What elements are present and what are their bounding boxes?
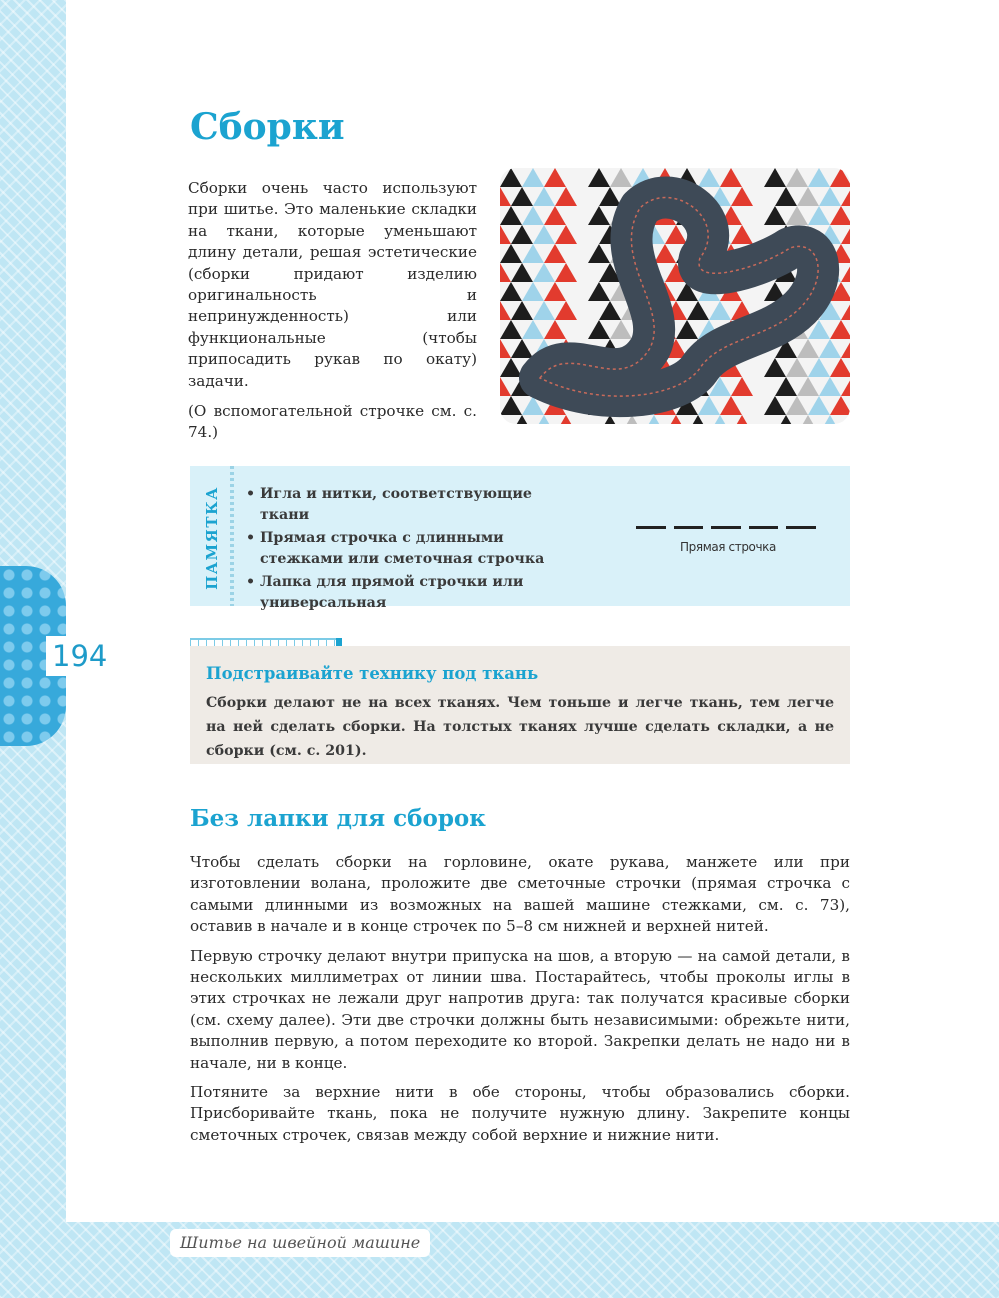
gathered-fabric-photo	[500, 168, 850, 424]
footer-book-title: Шитье на швейной машине	[170, 1229, 430, 1257]
intro-text	[188, 178, 477, 453]
memo-label	[200, 488, 224, 588]
section-body	[190, 852, 850, 1154]
memo-divider	[230, 466, 234, 606]
stitch-dash	[711, 526, 741, 529]
memo-item: • Игла и нитки, соответствующие ткани	[244, 484, 584, 526]
memo-label-text: ПАМЯТКА	[203, 486, 221, 590]
memo-item: • Лапка для прямой строчки или универсальная	[244, 572, 584, 614]
memo-box	[190, 466, 850, 611]
section-paragraph: Чтобы сделать сборки на горловине, окате рукава, манжете или при изготовлении волана, проложите две сметочные строчки (прямая строчка с самыми длинными из возможных на вашей машине стежками, см. с. 73), оставив в начале и в конце строчек по 5–8 см нижней и верхней нитей.	[190, 853, 850, 936]
stitch-dash	[674, 526, 704, 529]
intro-paragraph: (О вспомогательной строчке см. с. 74.)	[188, 402, 477, 442]
section-title: Без лапки для сборок	[190, 805, 486, 832]
section-paragraph: Первую строчку делают внутри припуска на шов, а вторую — на самой детали, в нескольких миллиметрах от линии шва. Постарайтесь, чтобы проколы иглы в этих строчках не лежали друг напротив друга: так получатся красивые сборки (см. схему далее). Эти две строчки должны быть независимыми: обрежьте нити, выполнив первую, а потом переходите ко второй. Закрепки делать не надо ни в начале, ни в конце.	[190, 946, 850, 1072]
tip-title: Подстраивайте технику под ткань	[206, 664, 539, 683]
page-number: 194	[46, 636, 112, 676]
stitch-dash	[786, 526, 816, 529]
gathered-fabric-image	[500, 168, 850, 424]
tip-box	[190, 646, 850, 764]
stitch-dash	[749, 526, 779, 529]
section-paragraph: Потяните за верхние нити в обе стороны, чтобы образовались сборки. Присборивайте ткань, пока не получите нужную длину. Закрепите концы сметочных строчек, связав между собой верхние и нижние нити.	[190, 1083, 850, 1144]
stitch-dash	[636, 526, 666, 529]
memo-list	[244, 484, 584, 616]
bottom-fabric-border	[0, 1222, 999, 1298]
stitch-caption: Прямая строчка	[680, 540, 776, 554]
straight-stitch-illustration	[636, 526, 816, 530]
tip-text: Сборки делают не на всех тканях. Чем тоньше и легче ткань, тем легче на ней сделать сборки. На толстых тканях лучше сделать складки, а не сборки (см. с. 201).	[206, 695, 834, 759]
intro-paragraph: Сборки очень часто используют при шитье. Это маленькие складки на ткани, которые уменьшают длину детали, решая эстетические (сборки придают изделию оригинальность и непринужденность) или функциональные (чтобы припосадить рукав по окату) задачи.	[188, 179, 477, 390]
page-title: Сборки	[190, 106, 345, 148]
memo-item: • Прямая строчка с длинными стежками или сметочная строчка	[244, 528, 584, 570]
